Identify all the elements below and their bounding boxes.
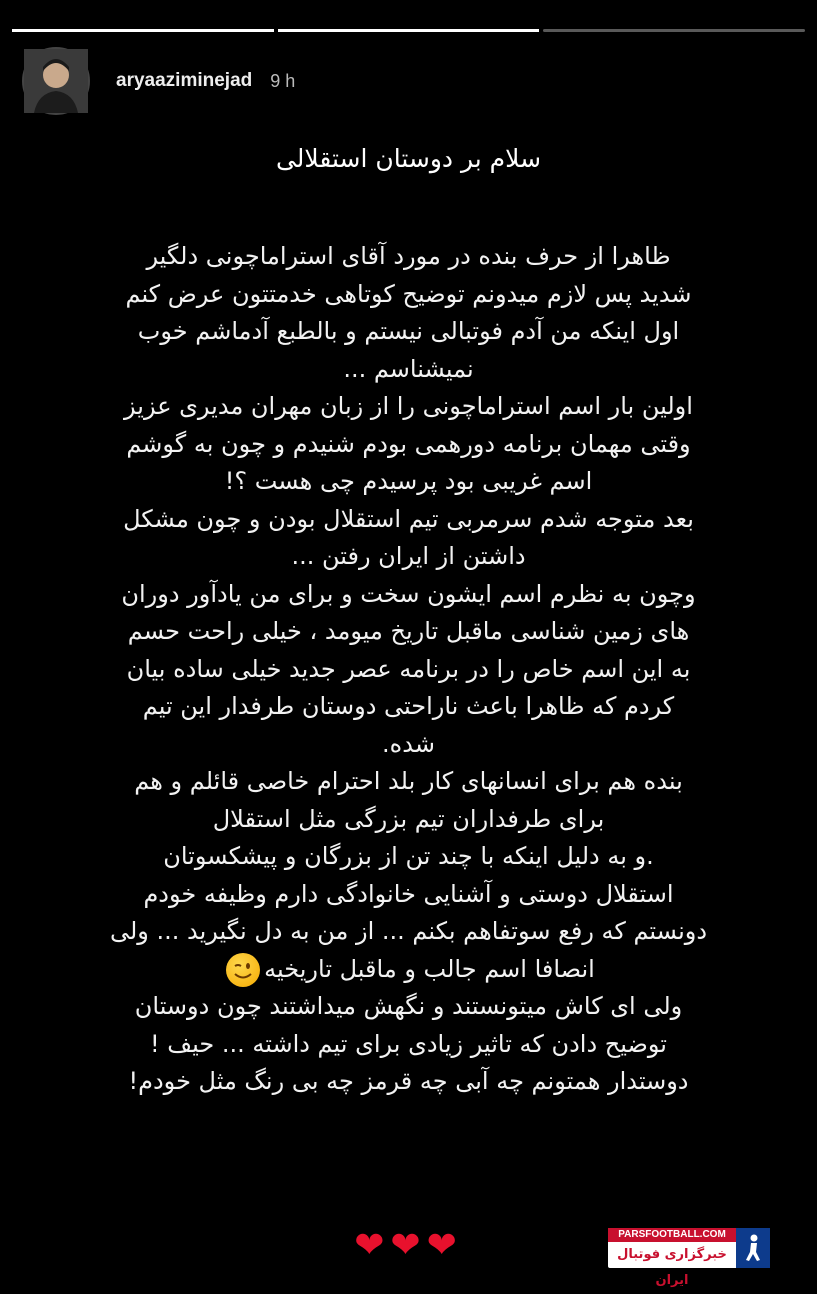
- progress-segment: [543, 29, 805, 32]
- story-text: [40, 140, 777, 1101]
- story-line: توضیح دادن که تاثیر زیادی برای تیم داشته ... حیف !: [150, 1029, 667, 1058]
- post-time: 9 h: [270, 70, 296, 91]
- story-line: بعد متوجه شدم سرمربی تیم استقلال بودن و چون مشکل: [123, 504, 694, 533]
- progress-segment: [12, 29, 274, 32]
- watermark-site: PARSFOOTBALL.COM: [608, 1228, 736, 1242]
- story-line: های زمین شناسی ماقبل تاریخ میومد ، خیلی راحت حسم: [127, 617, 690, 645]
- story-line: اول اینکه من آدم فوتبالی نیستم و بالطبع آدماشم خوب: [137, 317, 680, 345]
- story-header: [22, 46, 295, 116]
- story-line: دونستم که رفع سوتفاهم بکنم ... از من به دل نگیرید ... ولی: [109, 917, 708, 945]
- story-line: وقتی مهمان برنامه دورهمی بودم شنیدم و چون به گوشم: [126, 429, 691, 458]
- story-line: اسم غریبی بود پرسیدم چی هست ؟!: [224, 467, 593, 495]
- username[interactable]: aryaazimineјad: [116, 70, 253, 91]
- hearts-emoji: ❤❤❤: [354, 1225, 463, 1266]
- watermark-tagline: خبرگزاری فوتبال ایران: [617, 1247, 727, 1288]
- story-line: وچون به نظرم اسم ایشون سخت و برای من یادآور دوران: [121, 579, 696, 608]
- story-line: بنده هم برای انسانهای کار بلد احترام خاصی قائلم و هم: [134, 767, 683, 795]
- story-progress-bar: [12, 29, 805, 32]
- story-line: ولی ای کاش میتونستند و نگهش میداشتند چون دوستان: [134, 992, 683, 1020]
- story-line: شدید پس لازم میدونم توضیح کوتاهی خدمتتون عرض کنم: [125, 279, 692, 308]
- story-line: ظاهرا از حرف بنده در مورد آقای استراماچونی دلگیر: [146, 242, 671, 270]
- story-body: [40, 238, 777, 1101]
- story-line: شده.: [382, 729, 435, 758]
- story-line: نمیشناسم ...: [343, 354, 474, 383]
- story-line: .و به دلیل اینکه با چند تن از بزرگان و پیشکسوتان: [163, 842, 654, 870]
- story-line: انصافا اسم جالب و ماقبل تاریخیه: [40, 951, 777, 989]
- progress-segment: [278, 29, 540, 32]
- story-line: استقلال دوستی و آشنایی خانوادگی دارم وظیفه خودم: [143, 879, 674, 908]
- story-line: کردم که ظاهرا باعث ناراحتی دوستان طرفدار این تیم: [142, 692, 675, 720]
- football-player-icon: [736, 1228, 770, 1268]
- story-title: سلام بر دوستان استقلالی: [275, 144, 542, 173]
- winking-face-emoji: [226, 953, 260, 987]
- story-line: داشتن از ایران رفتن ...: [291, 542, 526, 570]
- profile-photo-icon: [24, 49, 88, 113]
- story-line: به این اسم خاص را در برنامه عصر جدید خیلی ساده بیان: [126, 654, 691, 683]
- story-line: اولین بار اسم استراماچونی را از زبان مهران مدیری عزیز: [124, 392, 693, 420]
- story-line: برای طرفداران تیم بزرگی مثل استقلال: [212, 804, 605, 833]
- parsfootball-watermark: [608, 1228, 770, 1288]
- avatar[interactable]: [22, 47, 90, 115]
- story-line: دوستدار همتونم چه آبی چه قرمز چه بی رنگ مثل خودم!: [128, 1067, 689, 1095]
